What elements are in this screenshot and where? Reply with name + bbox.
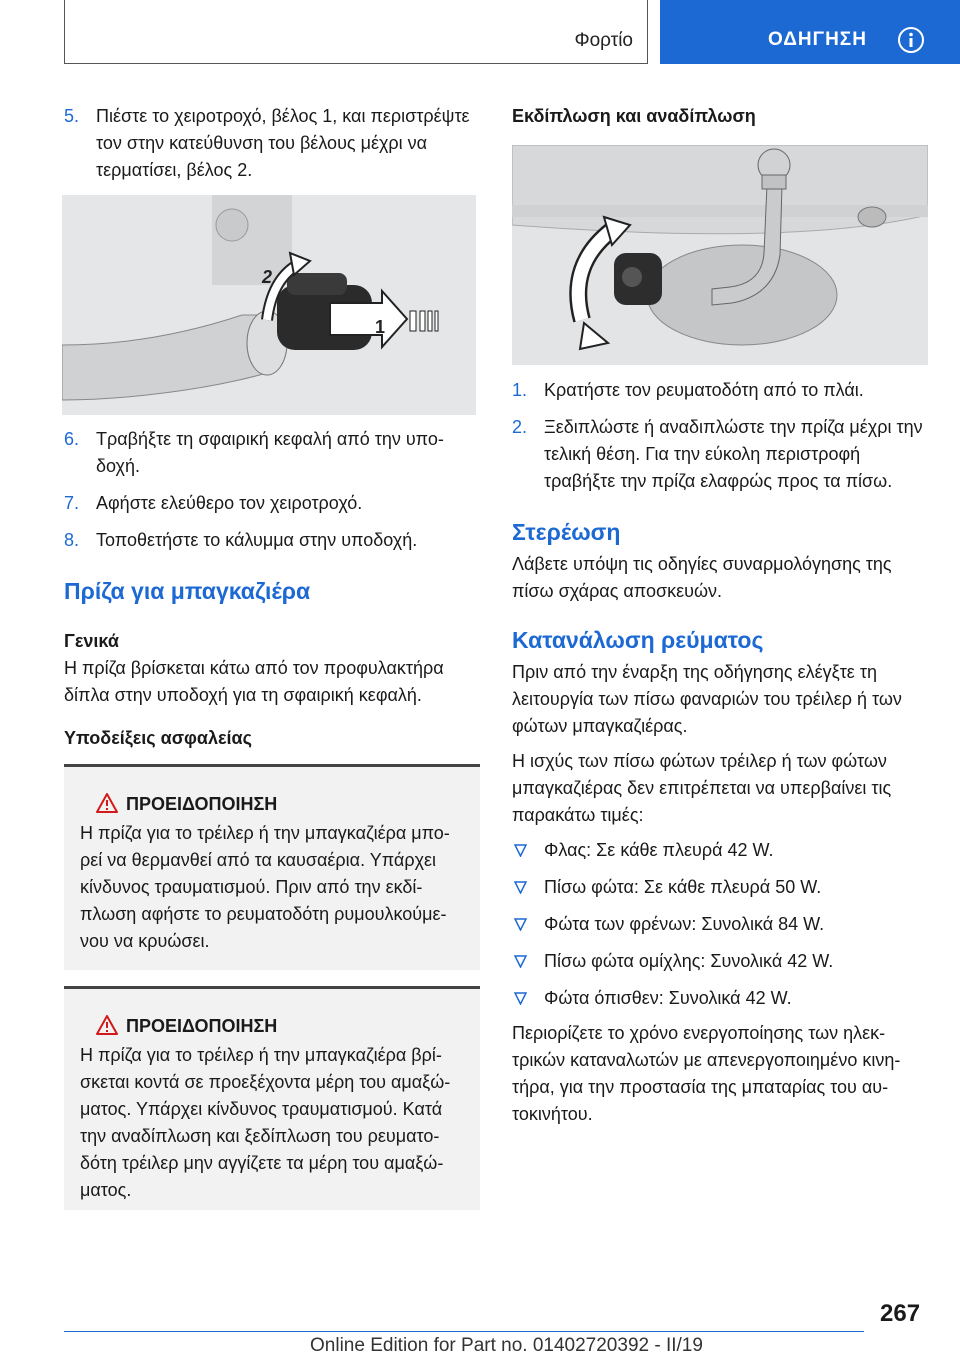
right-column-top (512, 103, 928, 130)
bullet-triangle-icon (514, 881, 527, 894)
warning-box-1 (64, 764, 480, 970)
header-section-tab (64, 0, 648, 64)
step-7: 7. Αφήστε ελεύθερο τον χειροτροχό. (64, 493, 363, 513)
step-6: 6. Τραβήξτε τη σφαιρική κεφαλή από την υποδοχή. (64, 429, 444, 476)
limit-item: Φώτα των φρένων: Συνολικά 84 W. (512, 911, 928, 938)
header-chapter-title: ΟΔΗΓΗΣΗ (768, 29, 867, 50)
bullet-triangle-icon (514, 955, 527, 968)
warning-box-2 (64, 986, 480, 1210)
figure-hand-wheel (62, 195, 476, 415)
fold-step-1: 1. Κρατήστε τον ρευματοδότη από το πλάι. (512, 380, 864, 400)
subheading-general: Γενικά (64, 631, 119, 651)
socket-fold-illustration (512, 145, 928, 365)
heading-trailer-socket: Πρίζα για μπαγκαζιέρα (64, 578, 311, 604)
warning-1-title: ΠΡΟΕΙΔΟΠΟΙΗΣΗ (126, 794, 278, 814)
subheading-safety: Υποδείξεις ασφαλείας (64, 728, 252, 748)
figure1-label-1: 1 (375, 317, 386, 337)
info-icon[interactable] (897, 26, 925, 54)
general-text: Η πρίζα βρίσκεται κάτω από τον προφυλακτήρα δίπλα στην υποδοχή για τη σφαιρική κεφαλή. (64, 658, 444, 705)
header-section-title: Φορτίο (574, 30, 633, 51)
subheading-fold: Εκδίπλωση και αναδίπλωση (512, 106, 756, 126)
fold-step-2: 2. Ξεδιπλώστε ή αναδιπλώστε την πρίζα μέχρι την τελική θέση. Για την εύκολη περιστροφή τραβήξτε την πρίζα ελαφρώς προς τα πίσω. (512, 417, 923, 491)
limit-item: Πίσω φώτα: Σε κάθε πλευρά 50 W. (512, 874, 928, 901)
warning-1-text: Η πρίζα για το τρέιλερ ή την μπαγκαζιέρα μπορεί να θερμανθεί από τα καυσαέρια. Υπάρχει κίνδυνος τραυματισμού. Πριν από την εκδίπλωση αφήστε το ρευματοδότη ρυμουλκούμενου να κρυώσει. (80, 823, 450, 951)
fixing-text: Λάβετε υπόψη τις οδηγίες συναρμολόγησης της πίσω σχάρας αποσκευών. (512, 554, 892, 601)
limit-item: Φώτα όπισθεν: Συνολικά 42 W. (512, 985, 928, 1012)
step-5: 5. Πιέστε το χειροτροχό, βέλος 1, και περιστρέψτε τον στην κατεύθυνση του βέλους μέχρι να τερματίσει, βέλος 2. (64, 106, 470, 180)
warning-triangle-icon (96, 1015, 118, 1035)
right-column (512, 377, 928, 1128)
figure-socket-fold (512, 145, 928, 365)
warning-triangle-icon (96, 793, 118, 813)
bullet-triangle-icon (514, 844, 527, 857)
heading-fixing: Στερέωση (512, 519, 621, 545)
limit-item: Φλας: Σε κάθε πλευρά 42 W. (512, 837, 928, 864)
left-column (64, 103, 480, 184)
bullet-triangle-icon (514, 918, 527, 931)
header-chapter-tab[interactable] (660, 0, 960, 64)
bullet-triangle-icon (514, 992, 527, 1005)
warning-2-text: Η πρίζα για το τρέιλερ ή την μπαγκαζιέρα βρίσκεται κοντά σε προεξέχοντα μέρη του αμαξώματος. Υπάρχει κίνδυνος τραυματισμού. Κατά την αναδίπλωση και ξεδίπλωση του ρευματοδότη τρέιλερ μην αγγίζετε τα μέρη του αμαξώματος. (80, 1045, 451, 1200)
page-number: 267 (880, 1300, 921, 1327)
heading-power-consumption: Κατανάλωση ρεύματος (512, 627, 764, 653)
limit-item: Πίσω φώτα ομίχλης: Συνολικά 42 W. (512, 948, 928, 975)
left-column-lower (64, 426, 480, 752)
power-text-3: Περιορίζετε το χρόνο ενεργοποίησης των ηλεκτρικών καταναλωτών με απενεργοποιημένο κινητήρα, για την προστασία της μπαταρίας του αυτοκινήτου. (512, 1023, 901, 1124)
hand-wheel-illustration (62, 195, 476, 415)
power-text-2: Η ισχύς των πίσω φώτων τρέιλερ ή των φώτων μπαγκαζιέρας δεν επιτρέπεται να υπερβαίνει τις παρακάτω τιμές: (512, 751, 892, 825)
power-text-1: Πριν από την έναρξη της οδήγησης ελέγξτε τη λειτουργία των πίσω φαναριών του τρέιλερ ή των φώτων μπαγκαζιέρας. (512, 662, 902, 736)
footer-divider (64, 1331, 864, 1332)
warning-2-title: ΠΡΟΕΙΔΟΠΟΙΗΣΗ (126, 1016, 278, 1036)
figure1-label-2: 2 (262, 267, 273, 287)
footer-edition: Online Edition for Part no. 01402720392 - II/19 (310, 1335, 703, 1356)
step-8: 8. Τοποθετήστε το κάλυμμα στην υποδοχή. (64, 530, 418, 550)
